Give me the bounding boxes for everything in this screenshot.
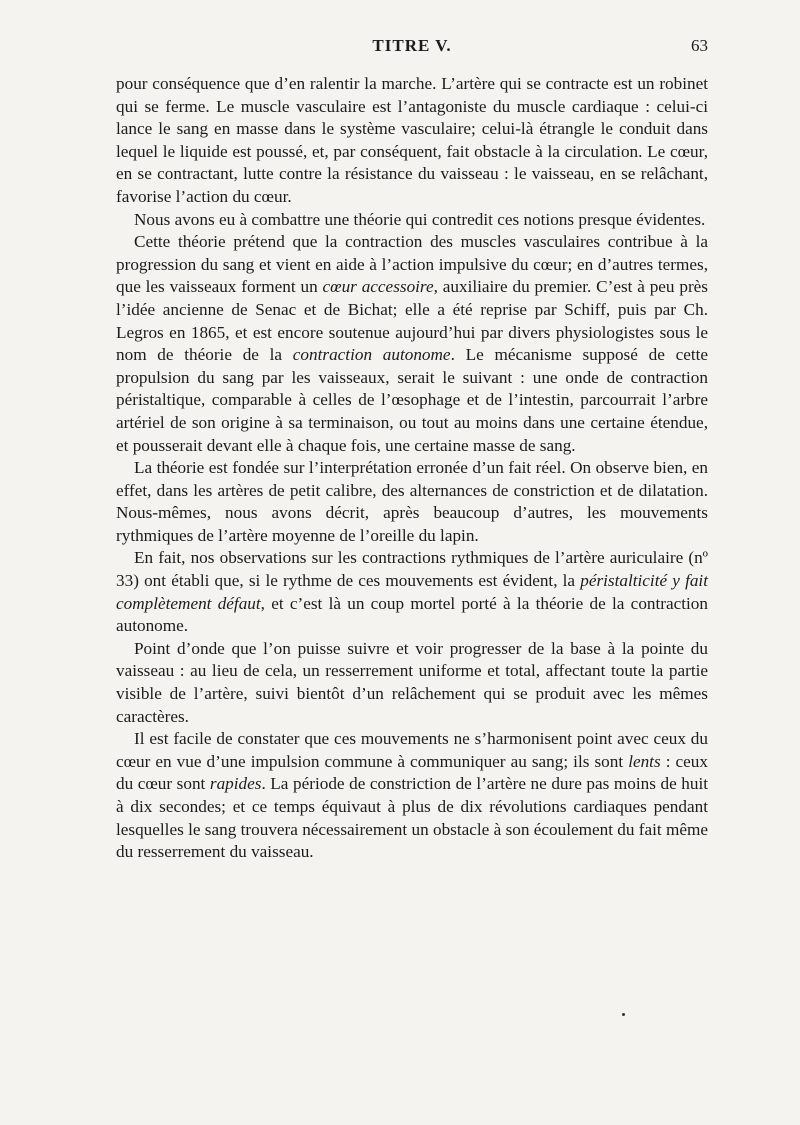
running-title: TITRE V. [372, 36, 452, 55]
paragraph-1 [116, 73, 708, 209]
paragraph-7-italic-lents: lents [628, 751, 661, 771]
paragraph-5-italic-peristalticite: péristalticité y fait complètement défaut [116, 571, 708, 613]
paragraph-7-text-c: . La période de constriction de l’artère ne dure pas moins de huit à dix secondes; et ce temps équivaut à plus de dix révolutions cardiaques pendant lesquelles le sang trouvera nécessairement un obstacle à son écoulement du fait même du resserrement du vaisseau. [116, 774, 708, 862]
ink-speck [622, 1013, 625, 1016]
paragraph-7-italic-rapides: rapides [209, 774, 262, 794]
paragraph-7-text-a: Il est facile de constater que ces mouvements ne s’harmonisent point avec ceux du cœur en vue d’une impulsion commune à communiquer au sang; ils sont [116, 729, 708, 771]
paragraph-7 [116, 728, 708, 864]
paragraph-4 [116, 457, 708, 547]
running-head [116, 36, 708, 60]
paragraph-7-text-b: : ceux du cœur sont [116, 751, 708, 794]
paragraph-3-italic-contraction-autonome: contraction autonome [292, 345, 451, 365]
paragraph-3-text-a: Cette théorie prétend que la contraction des muscles vasculaires contribue à la progression du sang et vient en aide à l’action impulsive du cœur; en d’autres termes, que les vaisseaux forment un [116, 232, 708, 297]
paragraph-2 [116, 209, 708, 232]
paragraph-3-text-b: , auxiliaire du premier. C’est à peu près l’idée ancienne de Senac et de Bichat; elle a été reprise par Schiff, puis par Ch. Legros en 1865, et est encore soutenue aujourd’hui par divers physiologistes sous le nom de théorie de la [116, 277, 708, 365]
paragraph-3-text-c: . Le mécanisme supposé de cette propulsion du sang par les vaisseaux, serait le suivant : une onde de contraction péristaltique, comparable à celles de l’œsophage et de l’intestin, parcourrait l’arbre artériel de son origine à sa terminaison, ou tout au moins dans une certaine étendue, et pousserait devant elle à chaque fois, une certaine masse de sang. [116, 345, 709, 455]
paragraph-2-text: Nous avons eu à combattre une théorie qui contredit ces notions presque évidentes. [134, 209, 706, 229]
paragraph-3 [116, 231, 708, 457]
paragraph-5-text-a: En fait, nos observations sur les contractions rythmiques de l’artère auriculaire (nº 33) ont établi que, si le rythme de ces mouvements est évident, la [116, 548, 708, 591]
paragraph-1-text: pour conséquence que d’en ralentir la marche. L’artère qui se contracte est un robinet qui se ferme. Le muscle vasculaire est l’antagoniste du muscle cardiaque : celui-ci lance le sang en masse dans le système vasculaire; celui-là étrangle le conduit dans lequel le liquide est poussé, et, par conséquent, fait obstacle à la circulation. Le cœur, en se contractant, lutte contre la résistance du vaisseau : le vaisseau, en se relâchant, favorise l’action du cœur. [116, 74, 708, 206]
paragraph-5 [116, 547, 708, 637]
body-text [116, 73, 708, 864]
paragraph-6 [116, 638, 708, 728]
paragraph-4-text: La théorie est fondée sur l’interprétation erronée d’un fait réel. On observe bien, en effet, dans les artères de petit calibre, des alternances de constriction et de dilatation. Nous-mêmes, nous avons décrit, après beaucoup d’autres, les mouvements rythmiques de l’artère moyenne de l’oreille du lapin. [116, 458, 708, 545]
paragraph-6-text: Point d’onde que l’on puisse suivre et voir progresser de la base à la pointe du vaisseau : au lieu de cela, un resserrement uniforme et total, affectant toute la partie visible de l’artère, suivi bientôt d’un relâchement qui se produit avec les mêmes caractères. [116, 638, 708, 726]
page-number: 63 [691, 36, 708, 55]
paragraph-3-italic-coeur-accessoire: cœur accessoire [322, 277, 434, 297]
paragraph-5-text-b: , et c’est là un coup mortel porté à la théorie de la contraction autonome. [116, 593, 708, 636]
